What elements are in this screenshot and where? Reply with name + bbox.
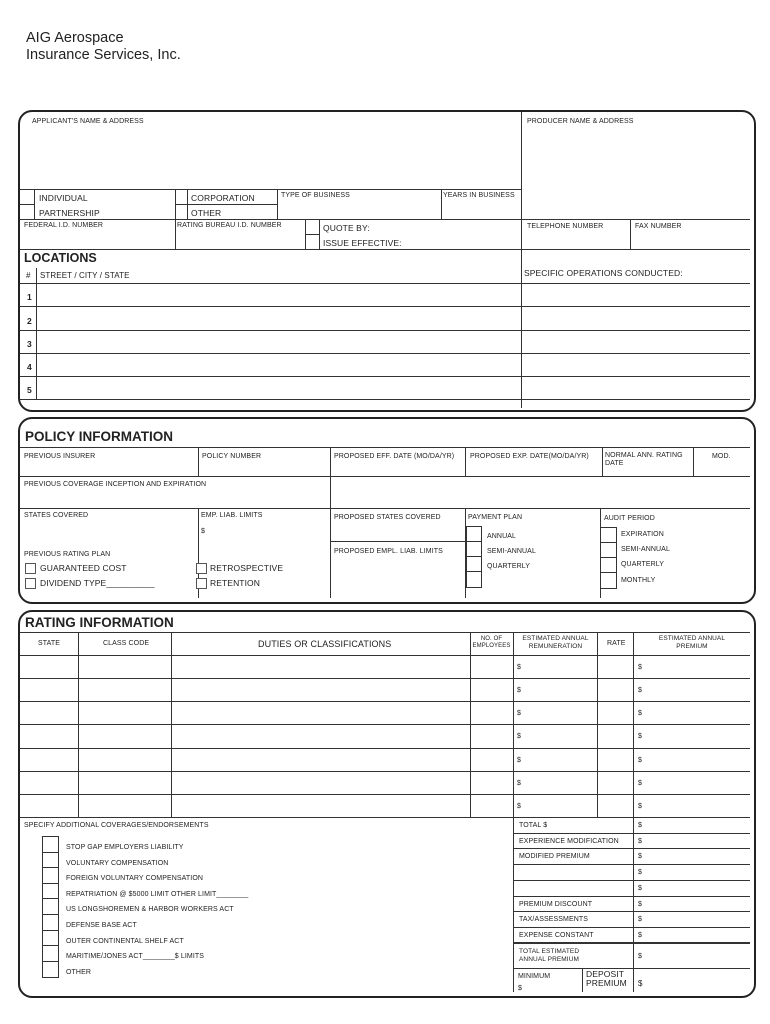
rem-line-2: REMUNERATION bbox=[528, 643, 583, 650]
total-estimated-dollar: $ bbox=[638, 953, 642, 960]
summary-label: EXPENSE CONSTANT bbox=[519, 932, 594, 939]
policy-number-label: POLICY NUMBER bbox=[202, 453, 262, 460]
individual-checkbox[interactable] bbox=[23, 192, 32, 201]
eff-date-label: PROPOSED EFF. DATE (MO/DA/YR) bbox=[334, 453, 455, 460]
normal-ann-line-1: NORMAL ANN. RATING bbox=[605, 452, 683, 459]
rating-row-remuneration-dollar: $ bbox=[517, 803, 521, 810]
annual-label: ANNUAL bbox=[487, 533, 516, 540]
guaranteed-label: GUARANTEED COST bbox=[40, 563, 127, 573]
summary-dollar: $ bbox=[638, 916, 642, 923]
issue-effective-label: ISSUE EFFECTIVE: bbox=[323, 238, 402, 248]
audit-semi-label: SEMI-ANNUAL bbox=[621, 546, 670, 553]
payment-plan-label: PAYMENT PLAN bbox=[468, 514, 523, 521]
partnership-label: PARTNERSHIP bbox=[39, 208, 100, 218]
prem-line-1: ESTIMATED ANNUAL bbox=[658, 635, 726, 642]
quarterly-label: QUARTERLY bbox=[487, 563, 531, 570]
proposed-states-label: PROPOSED STATES COVERED bbox=[334, 514, 441, 521]
emp-liab-dollar: $ bbox=[201, 528, 205, 535]
rating-row-remuneration-dollar: $ bbox=[517, 687, 521, 694]
minimum-label: MINIMUM bbox=[518, 973, 551, 980]
state-header: STATE bbox=[38, 640, 61, 647]
est-premium-header bbox=[634, 635, 750, 651]
rating-row-remuneration-dollar: $ bbox=[517, 733, 521, 740]
retrospective-label: RETROSPECTIVE bbox=[210, 563, 284, 573]
no-of-line-2: EMPLOYEES bbox=[472, 643, 511, 649]
class-code-header: CLASS CODE bbox=[103, 640, 150, 647]
deposit-line-1: DEPOSIT bbox=[586, 969, 625, 979]
semi-annual-label: SEMI-ANNUAL bbox=[487, 548, 536, 555]
coverage-item: REPATRIATION @ $5000 LIMIT OTHER LIMIT________ bbox=[66, 891, 249, 898]
expiration-label: EXPIRATION bbox=[621, 531, 664, 538]
audit-quarterly-label: QUARTERLY bbox=[621, 561, 665, 568]
normal-ann-line-2: DATE bbox=[605, 460, 624, 467]
retention-label: RETENTION bbox=[210, 578, 261, 588]
applicant-panel bbox=[18, 110, 756, 412]
summary-dollar: $ bbox=[638, 869, 642, 876]
rating-row-remuneration-dollar: $ bbox=[517, 780, 521, 787]
producer-label: PRODUCER NAME & ADDRESS bbox=[527, 118, 634, 125]
type-of-business-label: TYPE OF BUSINESS bbox=[281, 192, 350, 199]
retention-checkbox[interactable] bbox=[196, 578, 207, 589]
location-hash-label: # bbox=[26, 271, 31, 280]
summary-label: EXPERIENCE MODIFICATION bbox=[519, 838, 619, 845]
quote-by-label: QUOTE BY: bbox=[323, 223, 370, 233]
total-estimated-label bbox=[519, 948, 579, 964]
summary-label: PREMIUM DISCOUNT bbox=[519, 901, 593, 908]
prev-rating-plan-label: PREVIOUS RATING PLAN bbox=[24, 551, 111, 558]
years-in-business-label: YEARS IN BUSINESS bbox=[443, 192, 515, 199]
deposit-line-2: PREMIUM bbox=[586, 978, 627, 988]
specific-operations-label: SPECIFIC OPERATIONS CONDUCTED: bbox=[524, 268, 683, 278]
rating-row-premium-dollar: $ bbox=[638, 710, 642, 717]
locations-title: LOCATIONS bbox=[24, 251, 97, 265]
dividend-label: DIVIDEND TYPE__________ bbox=[40, 578, 155, 588]
monthly-checkbox[interactable] bbox=[600, 572, 617, 589]
street-label: STREET / CITY / STATE bbox=[40, 271, 130, 280]
coverage-item: FOREIGN VOLUNTARY COMPENSATION bbox=[66, 875, 204, 882]
coverage-item: OTHER bbox=[66, 969, 91, 976]
rating-row-premium-dollar: $ bbox=[638, 687, 642, 694]
prem-line-2: PREMIUM bbox=[676, 643, 708, 650]
company-line-2: Insurance Services, Inc. bbox=[26, 47, 181, 63]
duties-header: DUTIES OR CLASSIFICATIONS bbox=[258, 639, 392, 649]
location-row-2: 2 bbox=[27, 316, 32, 326]
previous-insurer-label: PREVIOUS INSURER bbox=[24, 453, 96, 460]
retrospective-checkbox[interactable] bbox=[196, 563, 207, 574]
rating-row-premium-dollar: $ bbox=[638, 757, 642, 764]
no-of-employees-header bbox=[470, 636, 513, 650]
guaranteed-checkbox[interactable] bbox=[25, 563, 36, 574]
monthly-label: MONTHLY bbox=[621, 577, 656, 584]
exp-date-label: PROPOSED EXP. DATE(MO/DA/YR) bbox=[470, 453, 589, 460]
no-of-line-1: NO. OF bbox=[480, 636, 503, 642]
federal-id-label: FEDERAL I.D. NUMBER bbox=[24, 222, 104, 229]
rate-header: RATE bbox=[607, 640, 626, 647]
coverage-item: US LONGSHOREMEN & HARBOR WORKERS ACT bbox=[66, 906, 234, 913]
specify-label: SPECIFY ADDITIONAL COVERAGES/ENDORSEMENTS bbox=[24, 822, 209, 829]
summary-label: MODIFIED PREMIUM bbox=[519, 853, 590, 860]
total-est-line-1: TOTAL ESTIMATED bbox=[519, 948, 580, 955]
summary-dollar: $ bbox=[638, 885, 642, 892]
states-covered-label: STATES COVERED bbox=[24, 512, 89, 519]
rating-title: RATING INFORMATION bbox=[25, 615, 174, 630]
summary-dollar: $ bbox=[638, 932, 642, 939]
rating-row-remuneration-dollar: $ bbox=[517, 664, 521, 671]
coverage-item: MARITIME/JONES ACT________$ LIMITS bbox=[66, 953, 205, 960]
rating-row-remuneration-dollar: $ bbox=[517, 710, 521, 717]
rating-row-premium-dollar: $ bbox=[638, 803, 642, 810]
rem-line-1: ESTIMATED ANNUAL bbox=[522, 635, 589, 642]
proposed-empl-label: PROPOSED EMPL. LIAB. LIMITS bbox=[334, 548, 443, 555]
coverage-item: VOLUNTARY COMPENSATION bbox=[66, 860, 169, 867]
emp-liab-label: EMP. LIAB. LIMITS bbox=[201, 512, 263, 519]
dividend-checkbox[interactable] bbox=[25, 578, 36, 589]
other-label: OTHER bbox=[191, 208, 222, 218]
rating-bureau-label: RATING BUREAU I.D. NUMBER bbox=[177, 222, 282, 229]
summary-label: TOTAL $ bbox=[519, 822, 548, 829]
company-line-1: AIG Aerospace bbox=[26, 30, 124, 46]
deposit-dollar: $ bbox=[638, 979, 643, 988]
individual-label: INDIVIDUAL bbox=[39, 193, 88, 203]
remuneration-header bbox=[514, 635, 597, 651]
minimum-dollar: $ bbox=[518, 985, 522, 992]
location-row-4: 4 bbox=[27, 362, 32, 372]
policy-title: POLICY INFORMATION bbox=[25, 429, 173, 444]
telephone-label: TELEPHONE NUMBER bbox=[527, 223, 604, 230]
rating-row-premium-dollar: $ bbox=[638, 733, 642, 740]
location-row-3: 3 bbox=[27, 339, 32, 349]
summary-dollar: $ bbox=[638, 822, 642, 829]
summary-dollar: $ bbox=[638, 901, 642, 908]
coverage-item: DEFENSE BASE ACT bbox=[66, 922, 137, 929]
rating-row-premium-dollar: $ bbox=[638, 780, 642, 787]
normal-ann-label bbox=[605, 452, 683, 468]
rating-row-remuneration-dollar: $ bbox=[517, 757, 521, 764]
policy-panel bbox=[18, 417, 756, 604]
summary-dollar: $ bbox=[638, 853, 642, 860]
coverage-item: OUTER CONTINENTAL SHELF ACT bbox=[66, 938, 184, 945]
company-name bbox=[26, 30, 181, 64]
rating-row-premium-dollar: $ bbox=[638, 664, 642, 671]
payment-blank-checkbox[interactable] bbox=[466, 571, 482, 588]
summary-label: TAX/ASSESSMENTS bbox=[519, 916, 589, 923]
coverage-item: STOP GAP EMPLOYERS LIABILITY bbox=[66, 844, 184, 851]
corporation-label: CORPORATION bbox=[191, 193, 255, 203]
summary-dollar: $ bbox=[638, 838, 642, 845]
fax-label: FAX NUMBER bbox=[635, 223, 682, 230]
location-row-1: 1 bbox=[27, 292, 32, 302]
prev-coverage-label: PREVIOUS COVERAGE INCEPTION AND EXPIRATION bbox=[24, 481, 207, 488]
audit-period-label: AUDIT PERIOD bbox=[604, 515, 655, 522]
coverage-checkbox-column bbox=[42, 836, 59, 978]
applicant-label: APPLICANT'S NAME & ADDRESS bbox=[32, 118, 144, 125]
mod-label: MOD. bbox=[712, 453, 731, 460]
location-row-5: 5 bbox=[27, 385, 32, 395]
deposit-premium-label bbox=[586, 970, 627, 988]
total-est-line-2: ANNUAL PREMIUM bbox=[519, 956, 580, 963]
